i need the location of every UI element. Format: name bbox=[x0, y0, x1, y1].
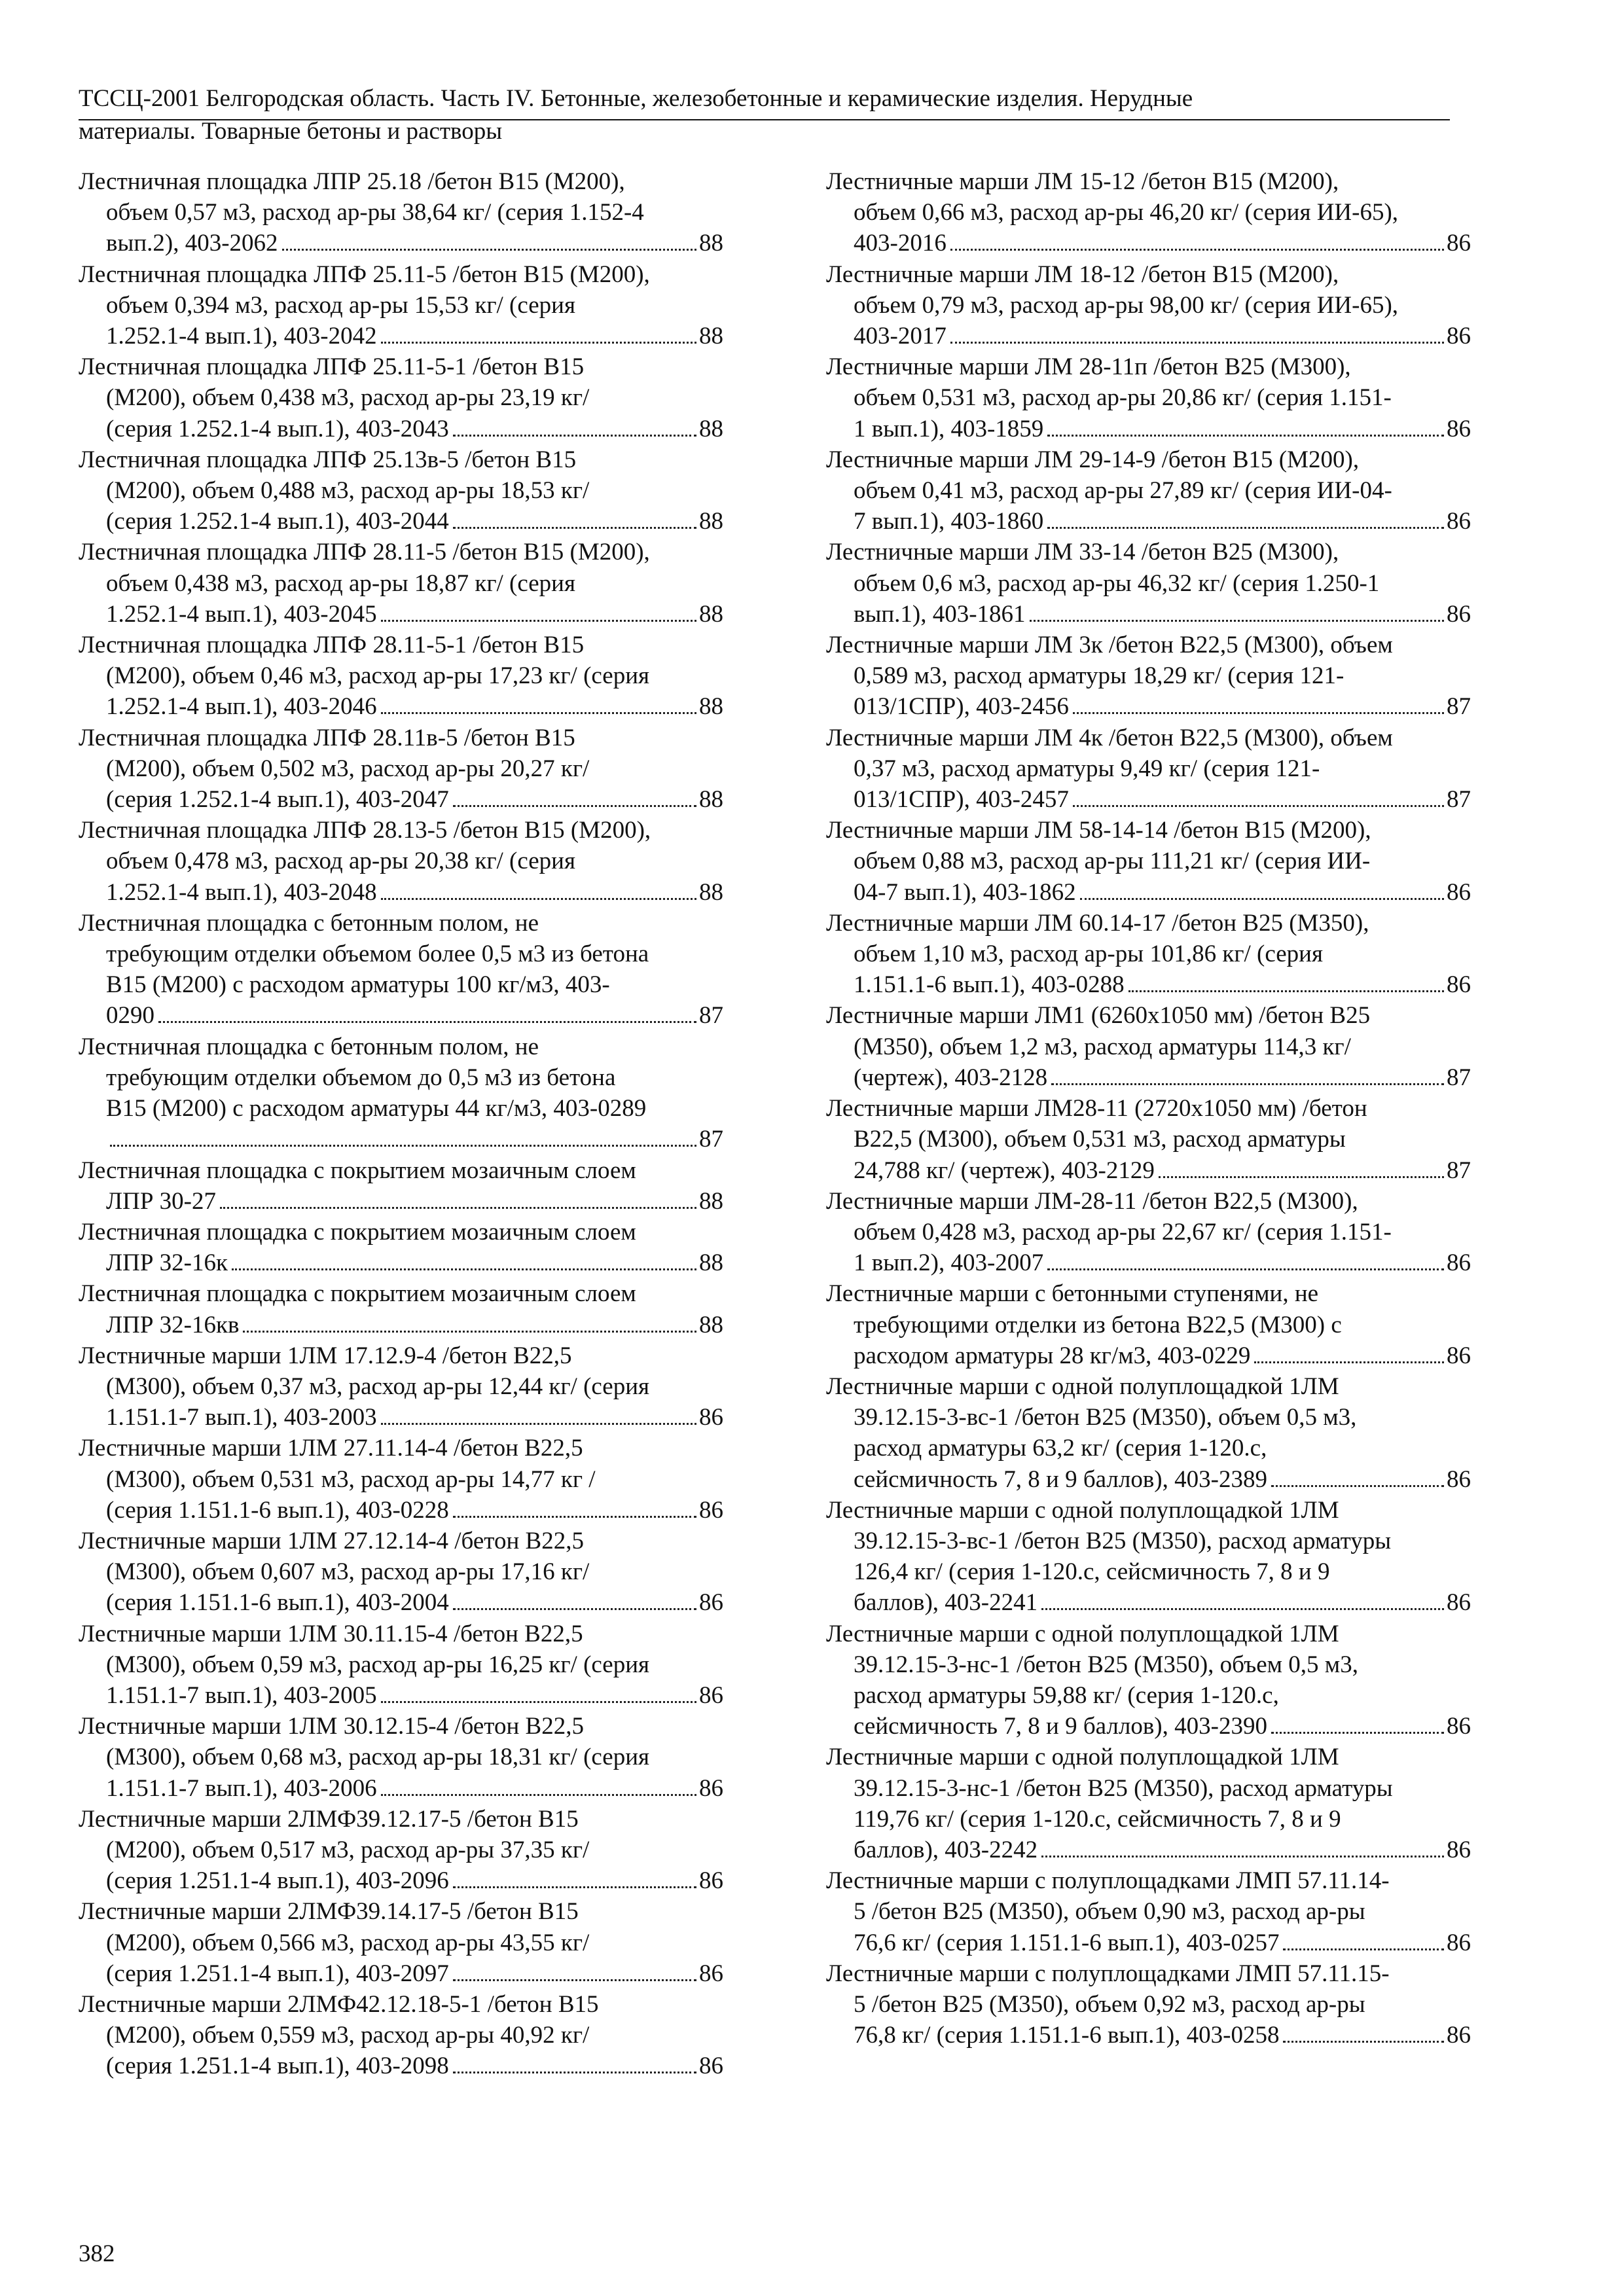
index-entry-text-line: Лестничные марши с одной полуплощадкой 1ЛМ bbox=[826, 1496, 1339, 1524]
index-entry-page: 87 bbox=[1447, 693, 1471, 721]
index-entry-text-line: 119,76 кг/ (серия 1-120.с, сейсмичность 7, 8 и 9 bbox=[854, 1805, 1341, 1833]
index-entry-text-line: (серия 1.151.1-6 вып.1), 403-2004 bbox=[106, 1589, 449, 1617]
index-entry-text-line: (М300), объем 0,607 м3, расход ар-ры 17,16 кг/ bbox=[106, 1558, 590, 1586]
index-entry-text-line: 0,37 м3, расход арматуры 9,49 кг/ (серия 121- bbox=[854, 755, 1320, 782]
dot-leader bbox=[381, 620, 696, 622]
dot-leader bbox=[453, 1608, 696, 1610]
index-entry-text-line: 5 /бетон В25 (М350), объем 0,92 м3, расход ар-ры bbox=[854, 1990, 1365, 2018]
dot-leader bbox=[1047, 435, 1444, 437]
index-entry-page: 88 bbox=[699, 786, 723, 814]
dot-leader bbox=[453, 2072, 696, 2073]
index-entry-page: 86 bbox=[1447, 415, 1471, 442]
dot-leader bbox=[381, 342, 696, 344]
index-entry bbox=[826, 723, 1471, 816]
dot-leader bbox=[1051, 1083, 1444, 1085]
dot-leader bbox=[243, 1331, 696, 1333]
index-entry-text-line: В22,5 (М300), объем 0,531 м3, расход арматуры bbox=[854, 1126, 1346, 1153]
index-entry-text-line: Лестничные марши 1ЛМ 27.12.14-4 /бетон В22,5 bbox=[79, 1527, 584, 1554]
index-entry bbox=[826, 908, 1471, 1001]
index-entry bbox=[79, 630, 723, 723]
index-entry-text-line: объем 0,57 м3, расход ар-ры 38,64 кг/ (серия 1.152-4 bbox=[106, 199, 644, 226]
index-entry-page: 86 bbox=[699, 1867, 723, 1895]
index-entry-text-line: вып.2), 403-2062 bbox=[106, 230, 278, 257]
index-entry bbox=[826, 630, 1471, 723]
index-entry-text-line: объем 0,478 м3, расход ар-ры 20,38 кг/ (серия bbox=[106, 848, 575, 875]
index-entry-text-line: 1.151.1-7 вып.1), 403-2006 bbox=[106, 1774, 377, 1802]
index-entry-text-line: требующим отделки объемом более 0,5 м3 из бетона bbox=[106, 941, 649, 968]
dot-leader bbox=[1283, 1948, 1444, 1950]
index-entry-text-line: Лестничная площадка с покрытием мозаичным слоем bbox=[79, 1218, 636, 1246]
index-entry-text-line: Лестничные марши ЛМ 33-14 /бетон В25 (М300), bbox=[826, 539, 1339, 566]
index-entry-text-line: В15 (М200) с расходом арматуры 100 кг/м3, 403- bbox=[106, 971, 610, 999]
index-entry-text-line: Лестничные марши ЛМ 18-12 /бетон В15 (М200), bbox=[826, 260, 1339, 288]
index-entry bbox=[79, 1711, 723, 1804]
index-entry-text-line: 0,589 м3, расход арматуры 18,29 кг/ (серия 121- bbox=[854, 662, 1344, 690]
index-entry-text-line: (М200), объем 0,559 м3, расход ар-ры 40,92 кг/ bbox=[106, 2022, 590, 2049]
dot-leader bbox=[110, 1145, 696, 1147]
page-number: 382 bbox=[79, 2240, 115, 2267]
index-entry-text-line: баллов), 403-2241 bbox=[854, 1589, 1038, 1617]
index-entry-page: 86 bbox=[1447, 971, 1471, 999]
index-entry-text-line: (М350), объем 1,2 м3, расход арматуры 114,3 кг/ bbox=[854, 1033, 1351, 1060]
index-entry-page: 86 bbox=[1447, 508, 1471, 535]
index-entry bbox=[826, 1495, 1471, 1619]
index-entry-text-line: объем 0,6 м3, расход ар-ры 46,32 кг/ (серия 1.250-1 bbox=[854, 569, 1380, 597]
dot-leader bbox=[1271, 1732, 1444, 1734]
index-entry-page: 88 bbox=[699, 323, 723, 350]
index-entry-text-line: объем 1,10 м3, расход ар-ры 101,86 кг/ (серия bbox=[854, 941, 1323, 968]
dot-leader bbox=[453, 435, 696, 437]
index-entry-page: 88 bbox=[699, 1249, 723, 1277]
index-entry bbox=[79, 1526, 723, 1619]
index-entry-text-line: Лестничная площадка с покрытием мозаичным слоем bbox=[79, 1157, 636, 1184]
index-entry-text-line: объем 0,88 м3, расход ар-ры 111,21 кг/ (серия ИИ- bbox=[854, 848, 1371, 875]
index-entry-text-line: Лестничные марши 1ЛМ 27.11.14-4 /бетон В22,5 bbox=[79, 1435, 583, 1462]
index-entry-text-line: Лестничная площадка ЛПФ 25.13в-5 /бетон В15 bbox=[79, 446, 577, 473]
index-entry bbox=[826, 537, 1471, 630]
index-entry-page: 86 bbox=[1447, 1589, 1471, 1617]
index-entry bbox=[79, 1217, 723, 1278]
index-entry-text-line: 1.252.1-4 вып.1), 403-2045 bbox=[106, 600, 377, 628]
index-entry-text-line: (серия 1.151.1-6 вып.1), 403-0228 bbox=[106, 1496, 449, 1524]
index-entry-text-line: Лестничные марши с одной полуплощадкой 1ЛМ bbox=[826, 1620, 1339, 1647]
index-entry-text-line: 126,4 кг/ (серия 1-120.с, сейсмичность 7, 8 и 9 bbox=[854, 1558, 1330, 1586]
index-entry bbox=[826, 1093, 1471, 1186]
index-entry bbox=[79, 444, 723, 537]
index-entry-text-line: объем 0,438 м3, расход ар-ры 18,87 кг/ (серия bbox=[106, 569, 575, 597]
index-entry-text-line: (М300), объем 0,59 м3, расход ар-ры 16,25 кг/ (серия bbox=[106, 1651, 650, 1678]
index-entry-text-line: (серия 1.252.1-4 вып.1), 403-2043 bbox=[106, 415, 449, 442]
index-entry-page: 86 bbox=[1447, 1249, 1471, 1277]
index-entry-text-line: Лестничные марши ЛМ 4к /бетон В22,5 (М300), объем bbox=[826, 724, 1393, 751]
index-entry bbox=[79, 1619, 723, 1712]
dot-leader bbox=[950, 249, 1444, 251]
index-column-right bbox=[826, 166, 1471, 2051]
index-entry-text-line: объем 0,394 м3, расход ар-ры 15,53 кг/ (серия bbox=[106, 291, 575, 319]
index-entry-text-line: Лестничные марши ЛМ 58-14-14 /бетон В15 (М200), bbox=[826, 817, 1371, 844]
index-entry-text-line: (М200), объем 0,438 м3, расход ар-ры 23,19 кг/ bbox=[106, 384, 590, 412]
index-entry-text-line: 403-2016 bbox=[854, 230, 947, 257]
index-entry-page: 88 bbox=[699, 600, 723, 628]
index-entry bbox=[826, 1742, 1471, 1865]
index-entry-text-line: (М200), объем 0,488 м3, расход ар-ры 18,53 кг/ bbox=[106, 477, 590, 505]
index-entry-text-line: вып.1), 403-1861 bbox=[854, 600, 1026, 628]
dot-leader bbox=[453, 1886, 696, 1888]
dot-leader bbox=[1073, 712, 1444, 714]
dot-leader bbox=[1047, 527, 1444, 529]
dot-leader bbox=[381, 712, 696, 714]
dot-leader bbox=[453, 805, 696, 807]
index-entry bbox=[826, 444, 1471, 537]
index-entry bbox=[79, 1278, 723, 1340]
index-entry-text-line: Лестничная площадка ЛПФ 25.11-5-1 /бетон В15 bbox=[79, 353, 585, 381]
index-entry-text-line: требующим отделки объемом до 0,5 м3 из бетона bbox=[106, 1064, 616, 1091]
index-entry-text-line: 1.151.1-7 вып.1), 403-2003 bbox=[106, 1404, 377, 1431]
index-entry-text-line: Лестничные марши ЛМ 3к /бетон В22,5 (М300), объем bbox=[826, 632, 1393, 659]
index-entry-text-line: 1.252.1-4 вып.1), 403-2046 bbox=[106, 693, 377, 721]
index-entry-text-line: (М200), объем 0,46 м3, расход ар-ры 17,23 кг/ (серия bbox=[106, 662, 650, 690]
index-entry-text-line: сейсмичность 7, 8 и 9 баллов), 403-2390 bbox=[854, 1713, 1267, 1740]
index-entry-text-line: 1.151.1-6 вып.1), 403-0288 bbox=[854, 971, 1125, 999]
index-entry bbox=[79, 1433, 723, 1526]
index-entry-text-line: 24,788 кг/ (чертеж), 403-2129 bbox=[854, 1157, 1155, 1184]
index-entry-text-line: 39.12.15-3-нс-1 /бетон В25 (М350), объем 0,5 м3, bbox=[854, 1651, 1358, 1678]
index-entry-text-line: 1 вып.2), 403-2007 bbox=[854, 1249, 1044, 1277]
index-entry-text-line: 1 вып.1), 403-1859 bbox=[854, 415, 1044, 442]
index-entry-text-line: требующими отделки из бетона В22,5 (М300) с bbox=[854, 1311, 1342, 1338]
index-entry-text-line: 403-2017 bbox=[854, 323, 947, 350]
index-entry-page: 86 bbox=[1447, 1465, 1471, 1493]
index-entry bbox=[826, 1958, 1471, 2051]
index-entry-text-line: Лестничная площадка ЛПР 25.18 /бетон В15 (М200), bbox=[79, 168, 625, 195]
dot-leader bbox=[1128, 990, 1444, 992]
index-entry-text-line: (М200), объем 0,502 м3, расход ар-ры 20,27 кг/ bbox=[106, 755, 590, 782]
index-entry-text-line: (серия 1.252.1-4 вып.1), 403-2047 bbox=[106, 786, 449, 814]
index-entry bbox=[79, 259, 723, 352]
index-entry-text-line: объем 0,79 м3, расход ар-ры 98,00 кг/ (серия ИИ-65), bbox=[854, 291, 1399, 319]
index-entry-text-line: Лестничные марши ЛМ1 (6260х1050 мм) /бетон В25 bbox=[826, 1002, 1371, 1030]
dot-leader bbox=[1030, 620, 1444, 622]
index-entry-page: 87 bbox=[1447, 786, 1471, 814]
dot-leader bbox=[282, 249, 696, 251]
index-column-left bbox=[79, 166, 723, 2082]
header-title-line2: материалы. Товарные бетоны и растворы bbox=[79, 118, 503, 145]
index-entry-text-line: Лестничная площадка ЛПФ 25.11-5 /бетон В15 (М200), bbox=[79, 260, 650, 288]
index-entry-text-line: объем 0,41 м3, расход ар-ры 27,89 кг/ (серия ИИ-04- bbox=[854, 477, 1392, 505]
dot-leader bbox=[232, 1268, 696, 1270]
dot-leader bbox=[453, 1516, 696, 1518]
index-entry-text-line: Лестничная площадка ЛПФ 28.11-5 /бетон В15 (М200), bbox=[79, 539, 650, 566]
index-entry-page: 88 bbox=[699, 508, 723, 535]
index-entry-text-line: Лестничные марши 2ЛМФ39.14.17-5 /бетон В15 bbox=[79, 1898, 579, 1926]
dot-leader bbox=[1080, 898, 1444, 900]
index-entry-text-line: Лестничная площадка с бетонным полом, не bbox=[79, 1033, 539, 1060]
index-entry-page: 88 bbox=[699, 1311, 723, 1338]
index-entry bbox=[826, 1865, 1471, 1958]
index-entry-text-line: Лестничные марши 1ЛМ 30.12.15-4 /бетон В22,5 bbox=[79, 1713, 584, 1740]
index-entry-text-line: (М300), объем 0,531 м3, расход ар-ры 14,77 кг / bbox=[106, 1465, 596, 1493]
dot-leader bbox=[453, 1979, 696, 1981]
index-entry bbox=[79, 1989, 723, 2082]
index-entry-text-line: расход арматуры 59,88 кг/ (серия 1-120.с, bbox=[854, 1681, 1279, 1709]
index-entry-text-line: расход арматуры 63,2 кг/ (серия 1-120.с, bbox=[854, 1435, 1267, 1462]
index-entry-text-line: (М200), объем 0,566 м3, расход ар-ры 43,55 кг/ bbox=[106, 1929, 590, 1956]
index-entry-text-line: ЛПР 30-27 bbox=[106, 1187, 216, 1215]
index-entry-text-line: 1.252.1-4 вып.1), 403-2048 bbox=[106, 878, 377, 906]
index-entry-text-line: объем 0,66 м3, расход ар-ры 46,20 кг/ (серия ИИ-65), bbox=[854, 199, 1399, 226]
index-entry-text-line: 013/1СПР), 403-2457 bbox=[854, 786, 1069, 814]
dot-leader bbox=[1041, 1608, 1444, 1610]
index-entry-text-line: 7 вып.1), 403-1860 bbox=[854, 508, 1044, 535]
index-entry-text-line: (М200), объем 0,517 м3, расход ар-ры 37,35 кг/ bbox=[106, 1836, 590, 1863]
index-entry bbox=[826, 1371, 1471, 1495]
index-entry bbox=[79, 537, 723, 630]
index-entry bbox=[826, 351, 1471, 444]
index-entry-page: 86 bbox=[1447, 878, 1471, 906]
index-entry-text-line: 1.151.1-7 вып.1), 403-2005 bbox=[106, 1681, 377, 1709]
index-entry-text-line: (чертеж), 403-2128 bbox=[854, 1064, 1048, 1091]
index-entry-page: 86 bbox=[699, 1496, 723, 1524]
index-entry bbox=[79, 1031, 723, 1155]
index-entry-page: 88 bbox=[699, 693, 723, 721]
dot-leader bbox=[158, 1021, 696, 1023]
index-entry-text-line: Лестничные марши ЛМ28-11 (2720х1050 мм) /бетон bbox=[826, 1095, 1367, 1122]
index-entry-page: 87 bbox=[699, 1126, 723, 1153]
index-entry bbox=[79, 815, 723, 908]
index-entry-text-line: Лестничные марши ЛМ 29-14-9 /бетон В15 (М200), bbox=[826, 446, 1360, 473]
index-entry-text-line: 76,6 кг/ (серия 1.151.1-6 вып.1), 403-0257 bbox=[854, 1929, 1280, 1956]
dot-leader bbox=[453, 527, 696, 529]
index-entry-page: 86 bbox=[1447, 1713, 1471, 1740]
header-title-line1: ТССЦ-2001 Белгородская область. Часть IV. Бетонные, железобетонные и керамические изделия. Нерудные bbox=[79, 85, 1193, 112]
index-entry-text-line: (серия 1.251.1-4 вып.1), 403-2097 bbox=[106, 1960, 449, 1987]
index-entry-text-line: Лестничные марши 1ЛМ 30.11.15-4 /бетон В22,5 bbox=[79, 1620, 583, 1647]
index-entry bbox=[79, 1896, 723, 1989]
index-entry-page: 86 bbox=[1447, 230, 1471, 257]
index-entry-text-line: 1.252.1-4 вып.1), 403-2042 bbox=[106, 323, 377, 350]
index-entry-text-line: объем 0,428 м3, расход ар-ры 22,67 кг/ (серия 1.151- bbox=[854, 1218, 1392, 1246]
index-entry bbox=[79, 166, 723, 259]
dot-leader bbox=[220, 1207, 696, 1209]
index-entry-text-line: Лестничные марши с полуплощадками ЛМП 57.11.14- bbox=[826, 1867, 1390, 1895]
dot-leader bbox=[1159, 1176, 1444, 1178]
index-entry-text-line: 04-7 вып.1), 403-1862 bbox=[854, 878, 1076, 906]
index-entry-text-line: ЛПР 32-16кв bbox=[106, 1311, 240, 1338]
index-entry-text-line: Лестничные марши с одной полуплощадкой 1ЛМ bbox=[826, 1744, 1339, 1771]
index-entry-text-line: 013/1СПР), 403-2456 bbox=[854, 693, 1069, 721]
index-entry-text-line: расходом арматуры 28 кг/м3, 403-0229 bbox=[854, 1342, 1251, 1369]
index-entry-page: 87 bbox=[699, 1002, 723, 1030]
index-entry-page: 86 bbox=[699, 1681, 723, 1709]
index-entry-text-line: сейсмичность 7, 8 и 9 баллов), 403-2389 bbox=[854, 1465, 1267, 1493]
dot-leader bbox=[1047, 1268, 1444, 1270]
header-divider bbox=[79, 119, 1450, 120]
index-entry bbox=[826, 166, 1471, 259]
index-entry bbox=[79, 1804, 723, 1897]
index-entry bbox=[826, 1000, 1471, 1093]
index-entry-text-line: 5 /бетон В25 (М350), объем 0,90 м3, расход ар-ры bbox=[854, 1898, 1365, 1926]
index-entry bbox=[826, 259, 1471, 352]
dot-leader bbox=[381, 1701, 696, 1703]
index-entry-text-line: Лестничные марши ЛМ 28-11п /бетон В25 (М300), bbox=[826, 353, 1351, 381]
dot-leader bbox=[1271, 1485, 1444, 1487]
index-entry-page: 86 bbox=[1447, 1836, 1471, 1863]
index-entry-text-line: Лестничные марши 2ЛМФ39.12.17-5 /бетон В15 bbox=[79, 1805, 579, 1833]
index-entry-page: 86 bbox=[699, 1774, 723, 1802]
index-entry bbox=[79, 723, 723, 816]
dot-leader bbox=[950, 342, 1444, 344]
index-entry bbox=[826, 815, 1471, 908]
index-entry-text-line: (М300), объем 0,68 м3, расход ар-ры 18,31 кг/ (серия bbox=[106, 1744, 650, 1771]
index-entry-text-line: Лестничные марши с бетонными ступенями, не bbox=[826, 1280, 1319, 1308]
dot-leader bbox=[381, 1794, 696, 1796]
index-entry-text-line: 39.12.15-3-вс-1 /бетон В25 (М350), расход арматуры bbox=[854, 1527, 1392, 1554]
index-entry-page: 86 bbox=[1447, 2022, 1471, 2049]
index-entry-page: 86 bbox=[699, 2053, 723, 2080]
index-entry-text-line: Лестничные марши 1ЛМ 17.12.9-4 /бетон В22,5 bbox=[79, 1342, 572, 1369]
index-entry-text-line: 76,8 кг/ (серия 1.151.1-6 вып.1), 403-0258 bbox=[854, 2022, 1280, 2049]
index-entry-text-line: (серия 1.251.1-4 вып.1), 403-2098 bbox=[106, 2053, 449, 2080]
index-entry-text-line: (М300), объем 0,37 м3, расход ар-ры 12,44 кг/ (серия bbox=[106, 1372, 650, 1400]
index-entry-page: 86 bbox=[1447, 1929, 1471, 1956]
index-entry-text-line: ЛПР 32-16к bbox=[106, 1249, 228, 1277]
dot-leader bbox=[1073, 805, 1444, 807]
index-entry-page: 86 bbox=[699, 1960, 723, 1987]
index-entry-page: 88 bbox=[699, 1187, 723, 1215]
index-entry-page: 86 bbox=[1447, 600, 1471, 628]
index-entry-page: 86 bbox=[1447, 323, 1471, 350]
index-entry-text-line: Лестничная площадка ЛПФ 28.11-5-1 /бетон В15 bbox=[79, 632, 585, 659]
dot-leader bbox=[1283, 2041, 1444, 2043]
index-entry-page: 88 bbox=[699, 878, 723, 906]
index-entry-page: 86 bbox=[699, 1589, 723, 1617]
index-entry bbox=[826, 1278, 1471, 1371]
dot-leader bbox=[1254, 1361, 1444, 1363]
index-entry-page: 87 bbox=[1447, 1064, 1471, 1091]
index-entry bbox=[79, 908, 723, 1031]
index-entry-text-line: Лестничная площадка ЛПФ 28.13-5 /бетон В15 (М200), bbox=[79, 817, 651, 844]
index-entry-text-line: Лестничная площадка ЛПФ 28.11в-5 /бетон В15 bbox=[79, 724, 575, 751]
index-entry-page: 86 bbox=[1447, 1342, 1471, 1369]
index-entry-page: 88 bbox=[699, 230, 723, 257]
dot-leader bbox=[1041, 1856, 1444, 1857]
index-entry bbox=[79, 1155, 723, 1217]
dot-leader bbox=[381, 898, 696, 900]
index-entry bbox=[826, 1186, 1471, 1279]
index-entry-text-line: Лестничная площадка с покрытием мозаичным слоем bbox=[79, 1280, 636, 1308]
index-entry-text-line: 39.12.15-3-нс-1 /бетон В25 (М350), расход арматуры bbox=[854, 1774, 1393, 1802]
dot-leader bbox=[381, 1423, 696, 1425]
index-entry-text-line: В15 (М200) с расходом арматуры 44 кг/м3, 403-0289 bbox=[106, 1095, 647, 1122]
index-entry-page: 88 bbox=[699, 415, 723, 442]
index-entry-page: 87 bbox=[1447, 1157, 1471, 1184]
index-entry-text-line: (серия 1.252.1-4 вып.1), 403-2044 bbox=[106, 508, 449, 535]
index-entry-text-line: баллов), 403-2242 bbox=[854, 1836, 1038, 1863]
index-entry-text-line: Лестничные марши ЛМ-28-11 /бетон В22,5 (М300), bbox=[826, 1187, 1358, 1215]
index-entry-text-line: Лестничные марши 2ЛМФ42.12.18-5-1 /бетон В15 bbox=[79, 1990, 599, 2018]
index-entry bbox=[79, 351, 723, 444]
index-entry-text-line: Лестничные марши ЛМ 60.14-17 /бетон В25 (М350), bbox=[826, 909, 1369, 937]
index-entry bbox=[79, 1340, 723, 1433]
index-entry-text-line: Лестничные марши с одной полуплощадкой 1ЛМ bbox=[826, 1372, 1339, 1400]
page-header bbox=[79, 84, 1447, 147]
index-entry bbox=[826, 1619, 1471, 1742]
index-entry-text-line: Лестничные марши ЛМ 15-12 /бетон В15 (М200), bbox=[826, 168, 1339, 195]
index-entry-page: 86 bbox=[699, 1404, 723, 1431]
index-entry-text-line: (серия 1.251.1-4 вып.1), 403-2096 bbox=[106, 1867, 449, 1895]
index-entry-text-line: Лестничная площадка с бетонным полом, не bbox=[79, 909, 539, 937]
index-entry-text-line: Лестничные марши с полуплощадками ЛМП 57.11.15- bbox=[826, 1960, 1390, 1987]
index-entry-text-line: объем 0,531 м3, расход ар-ры 20,86 кг/ (серия 1.151- bbox=[854, 384, 1392, 412]
index-entry-text-line: 0290 bbox=[106, 1002, 154, 1030]
index-entry-text-line: 39.12.15-3-вс-1 /бетон В25 (М350), объем 0,5 м3, bbox=[854, 1404, 1357, 1431]
